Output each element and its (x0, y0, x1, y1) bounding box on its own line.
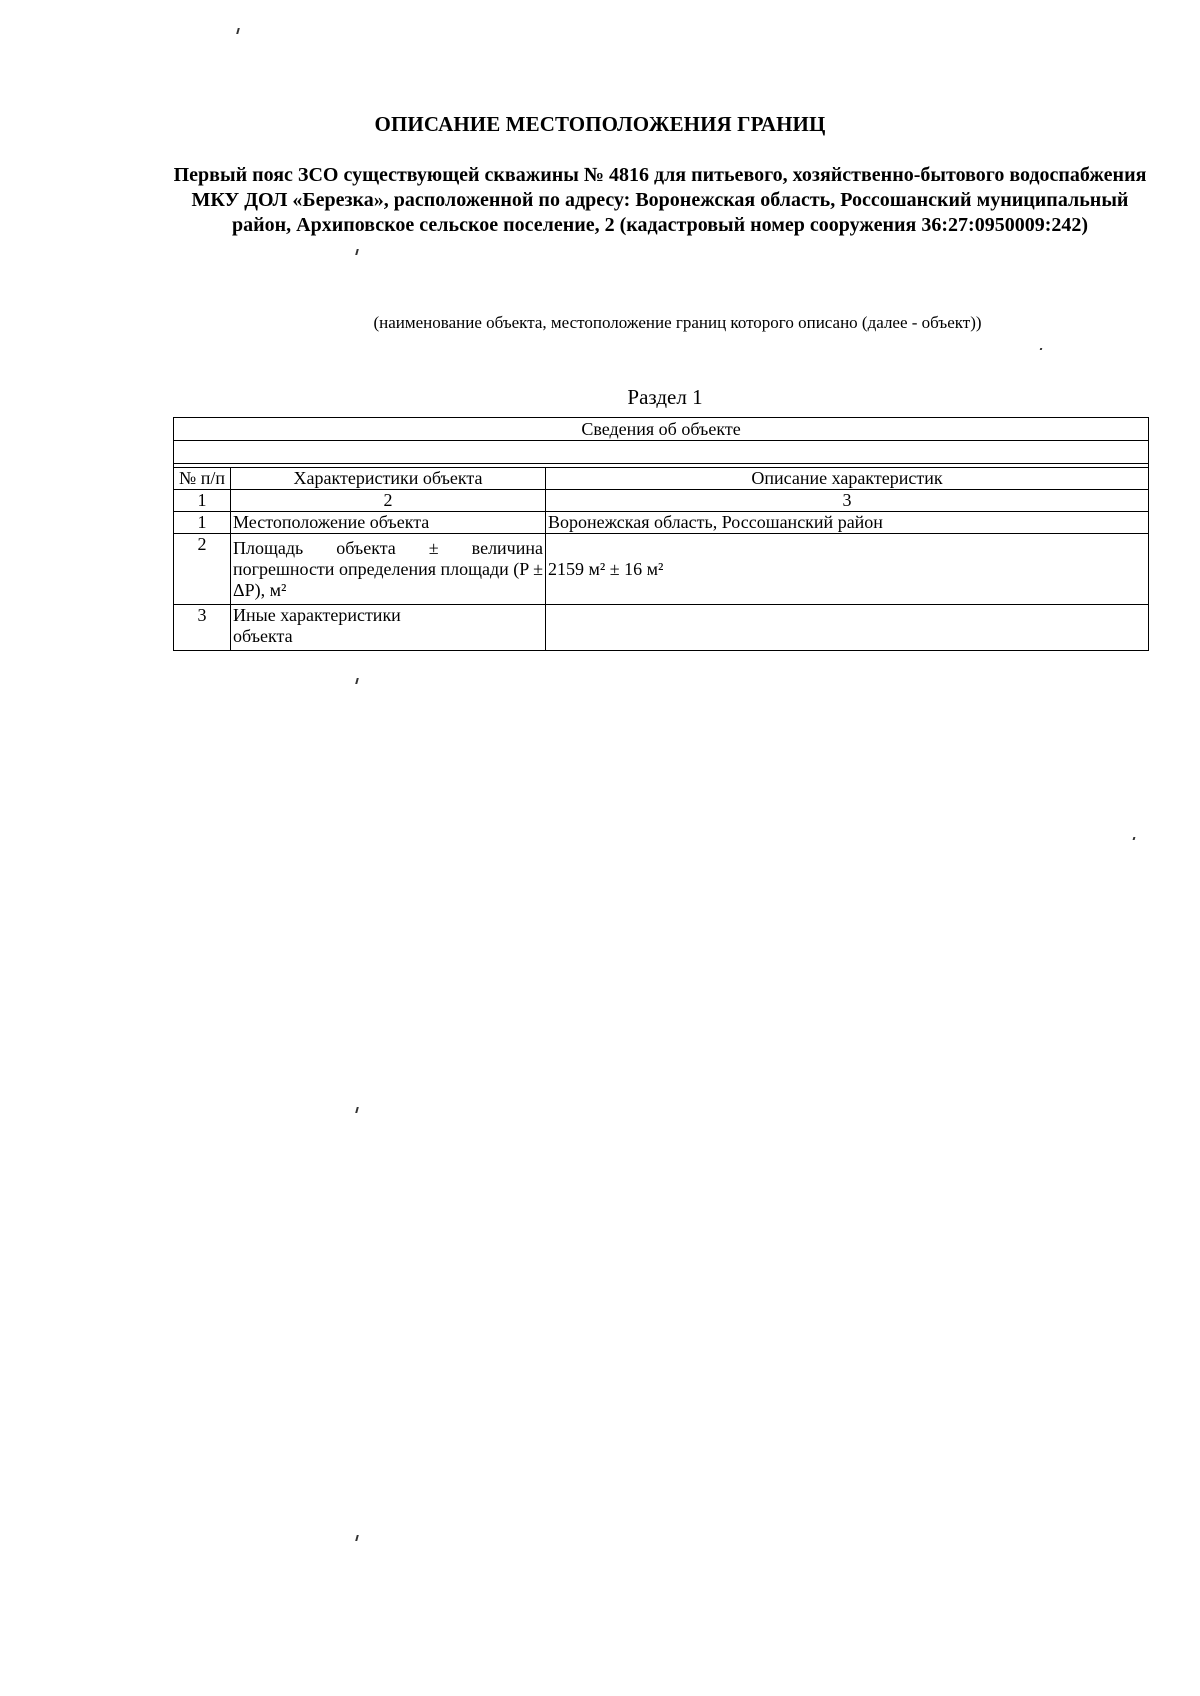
table-header-row (174, 468, 1149, 490)
header-description: Описание характеристик (546, 468, 1149, 490)
document-title: ОПИСАНИЕ МЕСТОПОЛОЖЕНИЯ ГРАНИЦ (374, 112, 826, 136)
object-caption: (наименование объекта, местоположение границ которого описано (далее - объект)) (373, 313, 982, 332)
column-number: 1 (174, 490, 231, 512)
column-number: 3 (546, 490, 1149, 512)
row-characteristic: Местоположение объекта (231, 512, 546, 534)
table-row (174, 605, 1149, 651)
table-caption: Сведения об объекте (174, 418, 1149, 441)
table-empty-row (174, 441, 1149, 464)
row-number: 2 (174, 534, 231, 605)
object-info-table (173, 417, 1149, 651)
table-column-numbers-row (174, 490, 1149, 512)
scan-speck (355, 678, 359, 684)
scan-speck (355, 1535, 359, 1541)
row-number: 3 (174, 605, 231, 651)
table-row (174, 534, 1149, 605)
row-characteristic: Площадь объекта ± величина погрешности определения площади (P ± ΔP), м² (231, 534, 546, 605)
header-number: № п/п (174, 468, 231, 490)
header-characteristic: Характеристики объекта (231, 468, 546, 490)
table-empty-cell (174, 441, 1149, 464)
row-description (546, 605, 1149, 651)
section-label: Раздел 1 (627, 385, 703, 409)
scan-speck (1133, 837, 1136, 840)
table-caption-row (174, 418, 1149, 441)
table-row (174, 512, 1149, 534)
scan-speck (355, 249, 359, 255)
scan-speck (236, 28, 240, 34)
row-number: 1 (174, 512, 231, 534)
column-number: 2 (231, 490, 546, 512)
row-description: 2159 м² ± 16 м² (546, 534, 1149, 605)
scan-speck (1040, 348, 1043, 350)
row-characteristic: Иные характеристики объекта (231, 605, 546, 651)
row-description: Воронежская область, Россошанский район (546, 512, 1149, 534)
scan-speck (355, 1107, 359, 1113)
document-subtitle: Первый пояс ЗСО существующей скважины № 4816 для питьевого, хозяйственно-бытового водоспабжения МКУ ДОЛ «Березка», расположенной по адресу: Воронежская область, Россошанский муниципальный район, Архиповское сельское поселение, 2 (кадастровый номер сооружения 36:27:0950009:242) (173, 164, 1147, 236)
